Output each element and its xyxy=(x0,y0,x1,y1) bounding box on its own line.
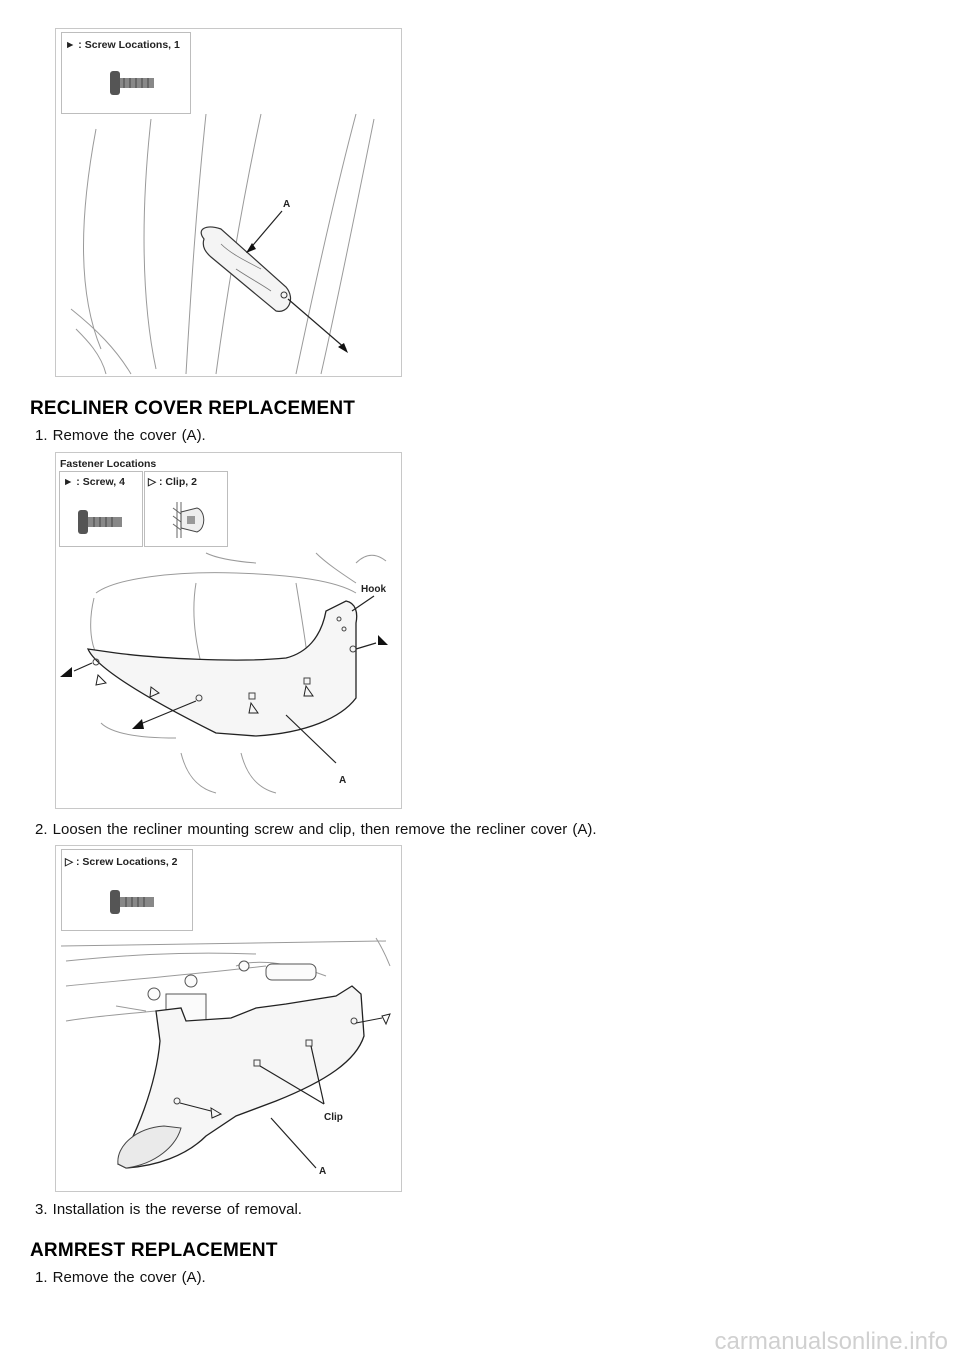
step-2-text: 2. Loosen the recliner mounting screw and clip, then remove the recliner cover (A). xyxy=(35,821,597,838)
section-heading-armrest: ARMREST REPLACEMENT xyxy=(30,1240,278,1261)
watermark: carmanualsonline.info xyxy=(714,1328,948,1355)
clip-callout: Clip xyxy=(324,1112,343,1123)
screw-locations-label: ► : Screw Locations, 1 xyxy=(65,39,180,51)
section-heading-recliner: RECLINER COVER REPLACEMENT xyxy=(30,398,356,419)
screw-locations-label: ▷ : Screw Locations, 2 xyxy=(65,856,178,868)
recliner-mechanism-illustration xyxy=(56,846,401,1191)
step-3-text: 3. Installation is the reverse of removal. xyxy=(35,1201,302,1218)
fastener-locations-figure xyxy=(55,452,402,809)
screw-icon xyxy=(102,65,162,101)
fastener-locations-title: Fastener Locations xyxy=(60,458,157,470)
step-1-text: 1. Remove the cover (A). xyxy=(35,1269,206,1286)
screw-count-label: ► : Screw, 4 xyxy=(63,476,125,488)
step-1-text: 1. Remove the cover (A). xyxy=(35,427,206,444)
armrest-screw-figure xyxy=(55,28,402,377)
callout-a: A xyxy=(339,775,347,786)
screw-locations-inset xyxy=(61,32,191,114)
callout-a: A xyxy=(319,1166,327,1177)
callout-a: A xyxy=(283,199,291,210)
clip-count-label: ▷ : Clip, 2 xyxy=(148,476,197,488)
recliner-screw-figure xyxy=(55,845,402,1192)
seat-cushion-illustration xyxy=(56,453,401,808)
hook-callout: Hook xyxy=(361,584,386,595)
